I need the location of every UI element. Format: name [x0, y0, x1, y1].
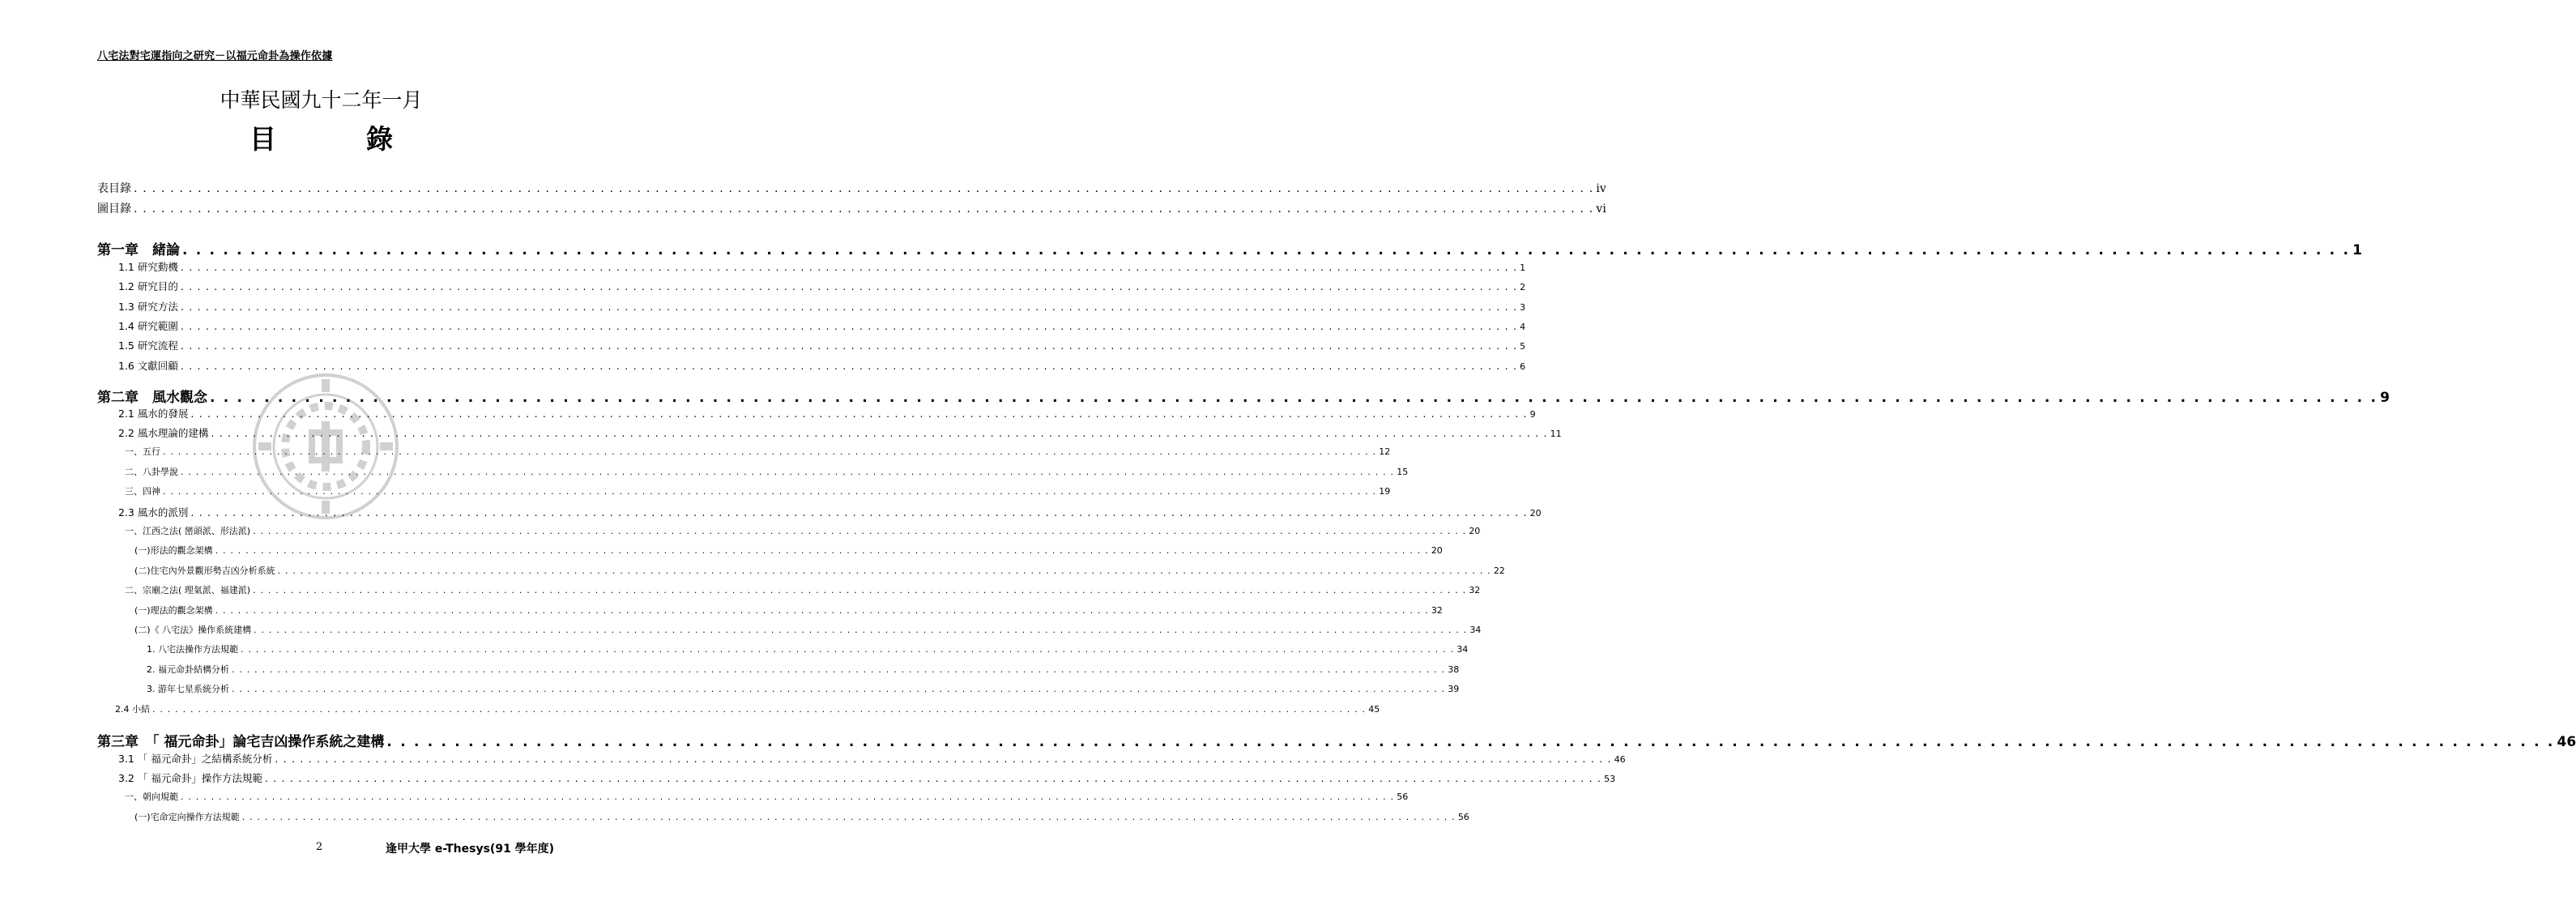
toc-entry-row: [125, 790, 1409, 803]
toc-entry-title: (一)形法的觀念架構: [134, 545, 213, 556]
toc-entry-title: 3.1 「 福元命卦」之結構系統分析: [118, 753, 273, 765]
toc-entry-row: [134, 623, 1482, 636]
toc-entry-page: 1: [1520, 262, 1526, 273]
toc-leader-dots: . . . . . . . . . . . . . . . . . . . . . . . . . . . . . . . . . . . . . . . . . . . . . . . . . . . . . . . . . . . . . . . . . . . . . . . . . . . . . . . . . . . . . . . . . . . . . . . . . . . . . . . . . . . . . . . . . . . . . . . . . . . . . . . . . . . . . . . . . . . . . . . . . . . . . . . . . . . . . . . .: [180, 320, 1518, 332]
toc-leader-dots: . . . . . . . . . . . . . . . . . . . . . . . . . . . . . . . . . . . . . . . . . . . . . . . . . . . . . . . . . . . . . . . . . . . . . . . . . . . . . . . . . . . . . . . . . . . . . . . . . . . . . . . . . . . . . . . . . . . . . . . . . . . . . . . . . . . . . . . . . . . . . . . . . . . . . . . . . . . . . . . .: [134, 203, 1594, 216]
toc-entry-page: 56: [1457, 812, 1469, 822]
toc-entry-row: [118, 505, 1542, 519]
toc-entry-page: 11: [1550, 429, 1562, 439]
toc-entry-title: 三、四神: [125, 486, 160, 497]
toc-entry-page: 34: [1456, 644, 1469, 655]
toc-leader-dots: . . . . . . . . . . . . . . . . . . . . . . . . . . . . . . . . . . . . . . . . . . . . . . . . . . . . . . . . . . . . . . . . . . . . . . . . . . . . . . . . . . . . . . . . . . . . . . . . . . . . . . . . . . . . . . . . . . . . . . . . . . . . . . . . . . . . . . . . . . . . . . . . . . . . . . . . . . . . . . . .: [211, 427, 1548, 439]
toc-entry-title: 圖目錄: [97, 203, 131, 216]
toc-entry-page: 19: [1379, 486, 1391, 497]
toc-leader-dots: . . . . . . . . . . . . . . . . . . . . . . . . . . . . . . . . . . . . . . . . . . . . . . . . . . . . . . . . . . . . . . . . . . . . . . . . . . . . . . . . . . . . . . . . . . . . . . . . . . . . . . . . . . . . . . . . . . . . . . . . . . . . . . . . . . . . . . . . . . . . . . . . . . . . . . . . . . . . . . . .: [181, 467, 1395, 477]
toc-entry-page: 2: [1520, 282, 1526, 292]
toc-entry-row: [147, 663, 1460, 676]
toc-entry-row: [134, 544, 1443, 557]
toc-leader-dots: . . . . . . . . . . . . . . . . . . . . . . . . . . . . . . . . . . . . . . . . . . . . . . . . . . . . . . . . . . . . . . . . . . . . . . . . . . . . . . . . . . . . . . . . . . . . . . . . . . . . . . . . . . . . . . . . . . . . . . . . . . . . . . . . . . . . . . . . . . . . . . . . . . . . . . . . . . . . . . . .: [232, 684, 1446, 694]
toc-leader-dots: . . . . . . . . . . . . . . . . . . . . . . . . . . . . . . . . . . . . . . . . . . . . . . . . . . . . . . . . . . . . . . . . . . . . . . . . . . . . . . . . . . . . . . . . . . . . . . . . . . . . . . . . . . . . . . . . . . . . . . . . . . . . . . . . . . . . . . . . . . . . . . . . . . . . . . . . . . . . . . . .: [215, 605, 1429, 616]
toc-entry-title: 第一章 緒論: [97, 242, 180, 258]
toc-entry-row: [134, 810, 1469, 823]
toc-entry-page: 20: [1529, 508, 1542, 519]
toc-entry-title: 第三章 「 福元命卦」論宅吉凶操作系統之建構: [97, 734, 385, 750]
toc-entry-title: (一)宅命定向操作方法規範: [134, 812, 240, 822]
toc-leader-dots: . . . . . . . . . . . . . . . . . . . . . . . . . . . . . . . . . . . . . . . . . . . . . . . . . . . . . . . . . . . . . . . . . . . . . . . . . . . . . . . . . . . . . . . . . . . . . . . . . . . . . . . . . . . . . . . . . . . . . . . . . . . . . . . . . . . . . . . . . . . . . . . . . . . . . . . . . . . . . . . .: [210, 390, 2378, 406]
toc-entry-title: 1.4 研究範圍: [118, 320, 178, 332]
toc-entry-title: 2.3 風水的派別: [118, 506, 189, 519]
footer-brand: 逢甲大學 e-Thesys(91 學年度): [386, 843, 555, 856]
toc-entry-title: 一、朝向規範: [125, 792, 178, 802]
toc-entry-title: 表目錄: [97, 182, 131, 195]
toc-entry-page: 9: [2380, 390, 2390, 406]
toc-entry-row: [118, 770, 1616, 785]
toc-entry-title: (二)住宅內外景觀形勢吉凶分析系統: [134, 565, 275, 576]
toc-entry-title: 2.4 小結: [115, 704, 150, 715]
toc-entry-row: [118, 259, 1526, 274]
toc-entry-page: iv: [1596, 182, 1606, 195]
toc-entry-page: 6: [1520, 361, 1526, 372]
toc-leader-dots: . . . . . . . . . . . . . . . . . . . . . . . . . . . . . . . . . . . . . . . . . . . . . . . . . . . . . . . . . . . . . . . . . . . . . . . . . . . . . . . . . . . . . . . . . . . . . . . . . . . . . . . . . . . . . . . . . . . . . . . . . . . . . . . . . . . . . . . . . . . . . . . . . . . . . . . . . . . . . . . .: [386, 734, 2555, 750]
toc-entry-row: [134, 564, 1505, 577]
toc-leader-dots: . . . . . . . . . . . . . . . . . . . . . . . . . . . . . . . . . . . . . . . . . . . . . . . . . . . . . . . . . . . . . . . . . . . . . . . . . . . . . . . . . . . . . . . . . . . . . . . . . . . . . . . . . . . . . . . . . . . . . . . . . . . . . . . . . . . . . . . . . . . . . . . . . . . . . . . . . . . . . . . .: [152, 704, 1367, 715]
toc-entry-title: 2.2 風水理論的建構: [118, 427, 209, 439]
toc-entry-title: 2.1 風水的發展: [118, 408, 189, 420]
toc-entry-page: 46: [1614, 754, 1626, 765]
toc-entry-title: (二)《 八宅法》操作系統建構: [134, 625, 252, 635]
toc-entry-title: 一、五行: [125, 446, 160, 457]
toc-leader-dots: . . . . . . . . . . . . . . . . . . . . . . . . . . . . . . . . . . . . . . . . . . . . . . . . . . . . . . . . . . . . . . . . . . . . . . . . . . . . . . . . . . . . . . . . . . . . . . . . . . . . . . . . . . . . . . . . . . . . . . . . . . . . . . . . . . . . . . . . . . . . . . . . . . . . . . . . . . . . . . . .: [180, 301, 1518, 313]
toc-leader-dots: . . . . . . . . . . . . . . . . . . . . . . . . . . . . . . . . . . . . . . . . . . . . . . . . . . . . . . . . . . . . . . . . . . . . . . . . . . . . . . . . . . . . . . . . . . . . . . . . . . . . . . . . . . . . . . . . . . . . . . . . . . . . . . . . . . . . . . . . . . . . . . . . . . . . . . . . . . . . . . . .: [253, 526, 1467, 536]
toc-leader-dots: . . . . . . . . . . . . . . . . . . . . . . . . . . . . . . . . . . . . . . . . . . . . . . . . . . . . . . . . . . . . . . . . . . . . . . . . . . . . . . . . . . . . . . . . . . . . . . . . . . . . . . . . . . . . . . . . . . . . . . . . . . . . . . . . . . . . . . . . . . . . . . . . . . . . . . . . . . . . . . . .: [163, 486, 1377, 497]
toc-entry-page: 46: [2557, 734, 2576, 750]
toc-entry-title: 1.1 研究動機: [118, 261, 178, 273]
toc-entry-title: 2. 福元命卦結構分析: [147, 664, 229, 675]
date-title: 中華民國九十二年一月: [220, 88, 423, 112]
toc-chapter-row: [97, 386, 2390, 406]
toc-leader-dots: . . . . . . . . . . . . . . . . . . . . . . . . . . . . . . . . . . . . . . . . . . . . . . . . . . . . . . . . . . . . . . . . . . . . . . . . . . . . . . . . . . . . . . . . . . . . . . . . . . . . . . . . . . . . . . . . . . . . . . . . . . . . . . . . . . . . . . . . . . . . . . . . . . . . . . . . . . . . . . . .: [254, 625, 1468, 635]
toc-entry-row: [118, 751, 1626, 766]
toc-entry-row: [118, 338, 1526, 352]
toc-entry-page: 34: [1469, 625, 1482, 635]
toc-leader-dots: . . . . . . . . . . . . . . . . . . . . . . . . . . . . . . . . . . . . . . . . . . . . . . . . . . . . . . . . . . . . . . . . . . . . . . . . . . . . . . . . . . . . . . . . . . . . . . . . . . . . . . . . . . . . . . . . . . . . . . . . . . . . . . . . . . . . . . . . . . . . . . . . . . . . . . . . . . . . . . . .: [180, 360, 1518, 372]
toc-entry-title: 1.5 研究流程: [118, 339, 178, 352]
toc-entry-page: 20: [1469, 526, 1481, 536]
toc-leader-dots: . . . . . . . . . . . . . . . . . . . . . . . . . . . . . . . . . . . . . . . . . . . . . . . . . . . . . . . . . . . . . . . . . . . . . . . . . . . . . . . . . . . . . . . . . . . . . . . . . . . . . . . . . . . . . . . . . . . . . . . . . . . . . . . . . . . . . . . . . . . . . . . . . . . . . . . . . . . . . . . .: [181, 792, 1395, 802]
toc-entry-title: 3.2 「 福元命卦」操作方法規範: [118, 772, 262, 784]
toc-entry-page: 4: [1520, 322, 1526, 332]
toc-leader-dots: . . . . . . . . . . . . . . . . . . . . . . . . . . . . . . . . . . . . . . . . . . . . . . . . . . . . . . . . . . . . . . . . . . . . . . . . . . . . . . . . . . . . . . . . . . . . . . . . . . . . . . . . . . . . . . . . . . . . . . . . . . . . . . . . . . . . . . . . . . . . . . . . . . . . . . . . . . . . . . . .: [180, 280, 1518, 292]
toc-entry-row: [118, 299, 1526, 314]
toc-leader-dots: . . . . . . . . . . . . . . . . . . . . . . . . . . . . . . . . . . . . . . . . . . . . . . . . . . . . . . . . . . . . . . . . . . . . . . . . . . . . . . . . . . . . . . . . . . . . . . . . . . . . . . . . . . . . . . . . . . . . . . . . . . . . . . . . . . . . . . . . . . . . . . . . . . . . . . . . . . . . . . . .: [215, 545, 1429, 556]
toc-entry-title: 1.2 研究目的: [118, 280, 178, 292]
toc-entry-page: vi: [1596, 203, 1606, 216]
toc-entry-title: 第二章 風水觀念: [97, 390, 207, 406]
toc-entry-title: 3. 游年七星系統分析: [147, 684, 229, 694]
toc-entry-page: 1: [2352, 242, 2362, 258]
toc-entry-row: [147, 682, 1460, 695]
toc-entry-page: 45: [1368, 704, 1380, 715]
toc-entry-row: [118, 406, 1536, 420]
toc-entry-page: 32: [1431, 605, 1443, 616]
toc-leader-dots: . . . . . . . . . . . . . . . . . . . . . . . . . . . . . . . . . . . . . . . . . . . . . . . . . . . . . . . . . . . . . . . . . . . . . . . . . . . . . . . . . . . . . . . . . . . . . . . . . . . . . . . . . . . . . . . . . . . . . . . . . . . . . . . . . . . . . . . . . . . . . . . . . . . . . . . . . . . . . . . .: [241, 644, 1455, 655]
toc-leader-dots: . . . . . . . . . . . . . . . . . . . . . . . . . . . . . . . . . . . . . . . . . . . . . . . . . . . . . . . . . . . . . . . . . . . . . . . . . . . . . . . . . . . . . . . . . . . . . . . . . . . . . . . . . . . . . . . . . . . . . . . . . . . . . . . . . . . . . . . . . . . . . . . . . . . . . . . . . . . . . . . .: [180, 339, 1518, 352]
toc-entry-title: (一)理法的觀念架構: [134, 605, 213, 616]
toc-leader-dots: . . . . . . . . . . . . . . . . . . . . . . . . . . . . . . . . . . . . . . . . . . . . . . . . . . . . . . . . . . . . . . . . . . . . . . . . . . . . . . . . . . . . . . . . . . . . . . . . . . . . . . . . . . . . . . . . . . . . . . . . . . . . . . . . . . . . . . . . . . . . . . . . . . . . . . . . . . . . . . . .: [163, 446, 1377, 457]
toc-entry-page: 38: [1448, 664, 1460, 675]
toc-entry-row: [118, 318, 1526, 333]
toc-leader-dots: . . . . . . . . . . . . . . . . . . . . . . . . . . . . . . . . . . . . . . . . . . . . . . . . . . . . . . . . . . . . . . . . . . . . . . . . . . . . . . . . . . . . . . . . . . . . . . . . . . . . . . . . . . . . . . . . . . . . . . . . . . . . . . . . . . . . . . . . . . . . . . . . . . . . . . . . . . . . . . . .: [182, 242, 2351, 258]
toc-entry-row: [118, 358, 1526, 373]
toc-entry-title: 二、宗廟之法( 理氣派、福建派): [125, 585, 251, 595]
toc-chapter-row: [97, 238, 2362, 258]
toc-entry-page: 22: [1493, 565, 1505, 576]
toc-entry-page: 3: [1520, 302, 1526, 313]
toc-entry-row: [118, 425, 1562, 440]
toc-entry-page: 15: [1397, 467, 1409, 477]
footer-page-number: 2: [316, 841, 323, 853]
toc-entry-page: 32: [1469, 585, 1481, 595]
toc-entry-page: 20: [1431, 545, 1443, 556]
toc-entry-page: 9: [1529, 409, 1536, 420]
toc-leader-dots: . . . . . . . . . . . . . . . . . . . . . . . . . . . . . . . . . . . . . . . . . . . . . . . . . . . . . . . . . . . . . . . . . . . . . . . . . . . . . . . . . . . . . . . . . . . . . . . . . . . . . . . . . . . . . . . . . . . . . . . . . . . . . . . . . . . . . . . . . . . . . . . . . . . . . . . . . . . . . . . .: [253, 585, 1467, 595]
running-header: 八宅法對宅運指向之研究－以福元命卦為操作依據: [97, 50, 333, 62]
toc-entry-row: [125, 465, 1409, 478]
toc-entry-page: 56: [1397, 792, 1409, 802]
toc-leader-dots: . . . . . . . . . . . . . . . . . . . . . . . . . . . . . . . . . . . . . . . . . . . . . . . . . . . . . . . . . . . . . . . . . . . . . . . . . . . . . . . . . . . . . . . . . . . . . . . . . . . . . . . . . . . . . . . . . . . . . . . . . . . . . . . . . . . . . . . . . . . . . . . . . . . . . . . . . . . . . . . .: [190, 408, 1528, 420]
toc-leader-dots: . . . . . . . . . . . . . . . . . . . . . . . . . . . . . . . . . . . . . . . . . . . . . . . . . . . . . . . . . . . . . . . . . . . . . . . . . . . . . . . . . . . . . . . . . . . . . . . . . . . . . . . . . . . . . . . . . . . . . . . . . . . . . . . . . . . . . . . . . . . . . . . . . . . . . . . . . . . . . . . .: [134, 182, 1594, 195]
toc-entry-title: 一、江西之法( 巒頭派、形法派): [125, 526, 251, 536]
toc-leader-dots: . . . . . . . . . . . . . . . . . . . . . . . . . . . . . . . . . . . . . . . . . . . . . . . . . . . . . . . . . . . . . . . . . . . . . . . . . . . . . . . . . . . . . . . . . . . . . . . . . . . . . . . . . . . . . . . . . . . . . . . . . . . . . . . . . . . . . . . . . . . . . . . . . . . . . . . . . . . . . . . .: [275, 753, 1612, 765]
toc-entry-row: [125, 524, 1481, 537]
toc-entry-row: [97, 200, 1606, 216]
toc-entry-page: 39: [1448, 684, 1460, 694]
toc-leader-dots: . . . . . . . . . . . . . . . . . . . . . . . . . . . . . . . . . . . . . . . . . . . . . . . . . . . . . . . . . . . . . . . . . . . . . . . . . . . . . . . . . . . . . . . . . . . . . . . . . . . . . . . . . . . . . . . . . . . . . . . . . . . . . . . . . . . . . . . . . . . . . . . . . . . . . . . . . . . . . . . .: [241, 812, 1456, 822]
toc-entry-row: [125, 484, 1391, 497]
toc-title-char-2: 錄: [366, 123, 393, 155]
toc-entry-row: [125, 583, 1481, 596]
toc-entry-page: 5: [1520, 341, 1526, 352]
toc-entry-row: [118, 279, 1526, 293]
toc-entry-page: 53: [1604, 774, 1616, 784]
toc-chapter-row: [97, 730, 2576, 750]
toc-entry-row: [147, 642, 1469, 655]
toc-entry-title: 1.6 文獻回顧: [118, 360, 178, 372]
toc-entry-row: [134, 604, 1443, 617]
toc-entry-title: 1.3 研究方法: [118, 301, 178, 313]
toc-leader-dots: . . . . . . . . . . . . . . . . . . . . . . . . . . . . . . . . . . . . . . . . . . . . . . . . . . . . . . . . . . . . . . . . . . . . . . . . . . . . . . . . . . . . . . . . . . . . . . . . . . . . . . . . . . . . . . . . . . . . . . . . . . . . . . . . . . . . . . . . . . . . . . . . . . . . . . . . . . . . . . . .: [232, 664, 1446, 675]
toc-title-char-1: 目: [249, 123, 276, 155]
toc-leader-dots: . . . . . . . . . . . . . . . . . . . . . . . . . . . . . . . . . . . . . . . . . . . . . . . . . . . . . . . . . . . . . . . . . . . . . . . . . . . . . . . . . . . . . . . . . . . . . . . . . . . . . . . . . . . . . . . . . . . . . . . . . . . . . . . . . . . . . . . . . . . . . . . . . . . . . . . . . . . . . . . .: [180, 261, 1518, 273]
toc-entry-row: [115, 702, 1380, 715]
toc-leader-dots: . . . . . . . . . . . . . . . . . . . . . . . . . . . . . . . . . . . . . . . . . . . . . . . . . . . . . . . . . . . . . . . . . . . . . . . . . . . . . . . . . . . . . . . . . . . . . . . . . . . . . . . . . . . . . . . . . . . . . . . . . . . . . . . . . . . . . . . . . . . . . . . . . . . . . . . . . . . . . . . .: [277, 565, 1491, 576]
toc-entry-title: 二、八卦學說: [125, 467, 178, 477]
toc-leader-dots: . . . . . . . . . . . . . . . . . . . . . . . . . . . . . . . . . . . . . . . . . . . . . . . . . . . . . . . . . . . . . . . . . . . . . . . . . . . . . . . . . . . . . . . . . . . . . . . . . . . . . . . . . . . . . . . . . . . . . . . . . . . . . . . . . . . . . . . . . . . . . . . . . . . . . . . . . . . . . . . .: [190, 506, 1528, 519]
toc-entry-row: [125, 445, 1391, 458]
toc-entry-title: 1. 八宅法操作方法規範: [147, 644, 238, 655]
toc-entry-row: [97, 180, 1606, 196]
toc-entry-page: 12: [1379, 446, 1391, 457]
toc-leader-dots: . . . . . . . . . . . . . . . . . . . . . . . . . . . . . . . . . . . . . . . . . . . . . . . . . . . . . . . . . . . . . . . . . . . . . . . . . . . . . . . . . . . . . . . . . . . . . . . . . . . . . . . . . . . . . . . . . . . . . . . . . . . . . . . . . . . . . . . . . . . . . . . . . . . . . . . . . . . . . . . .: [264, 772, 1602, 784]
